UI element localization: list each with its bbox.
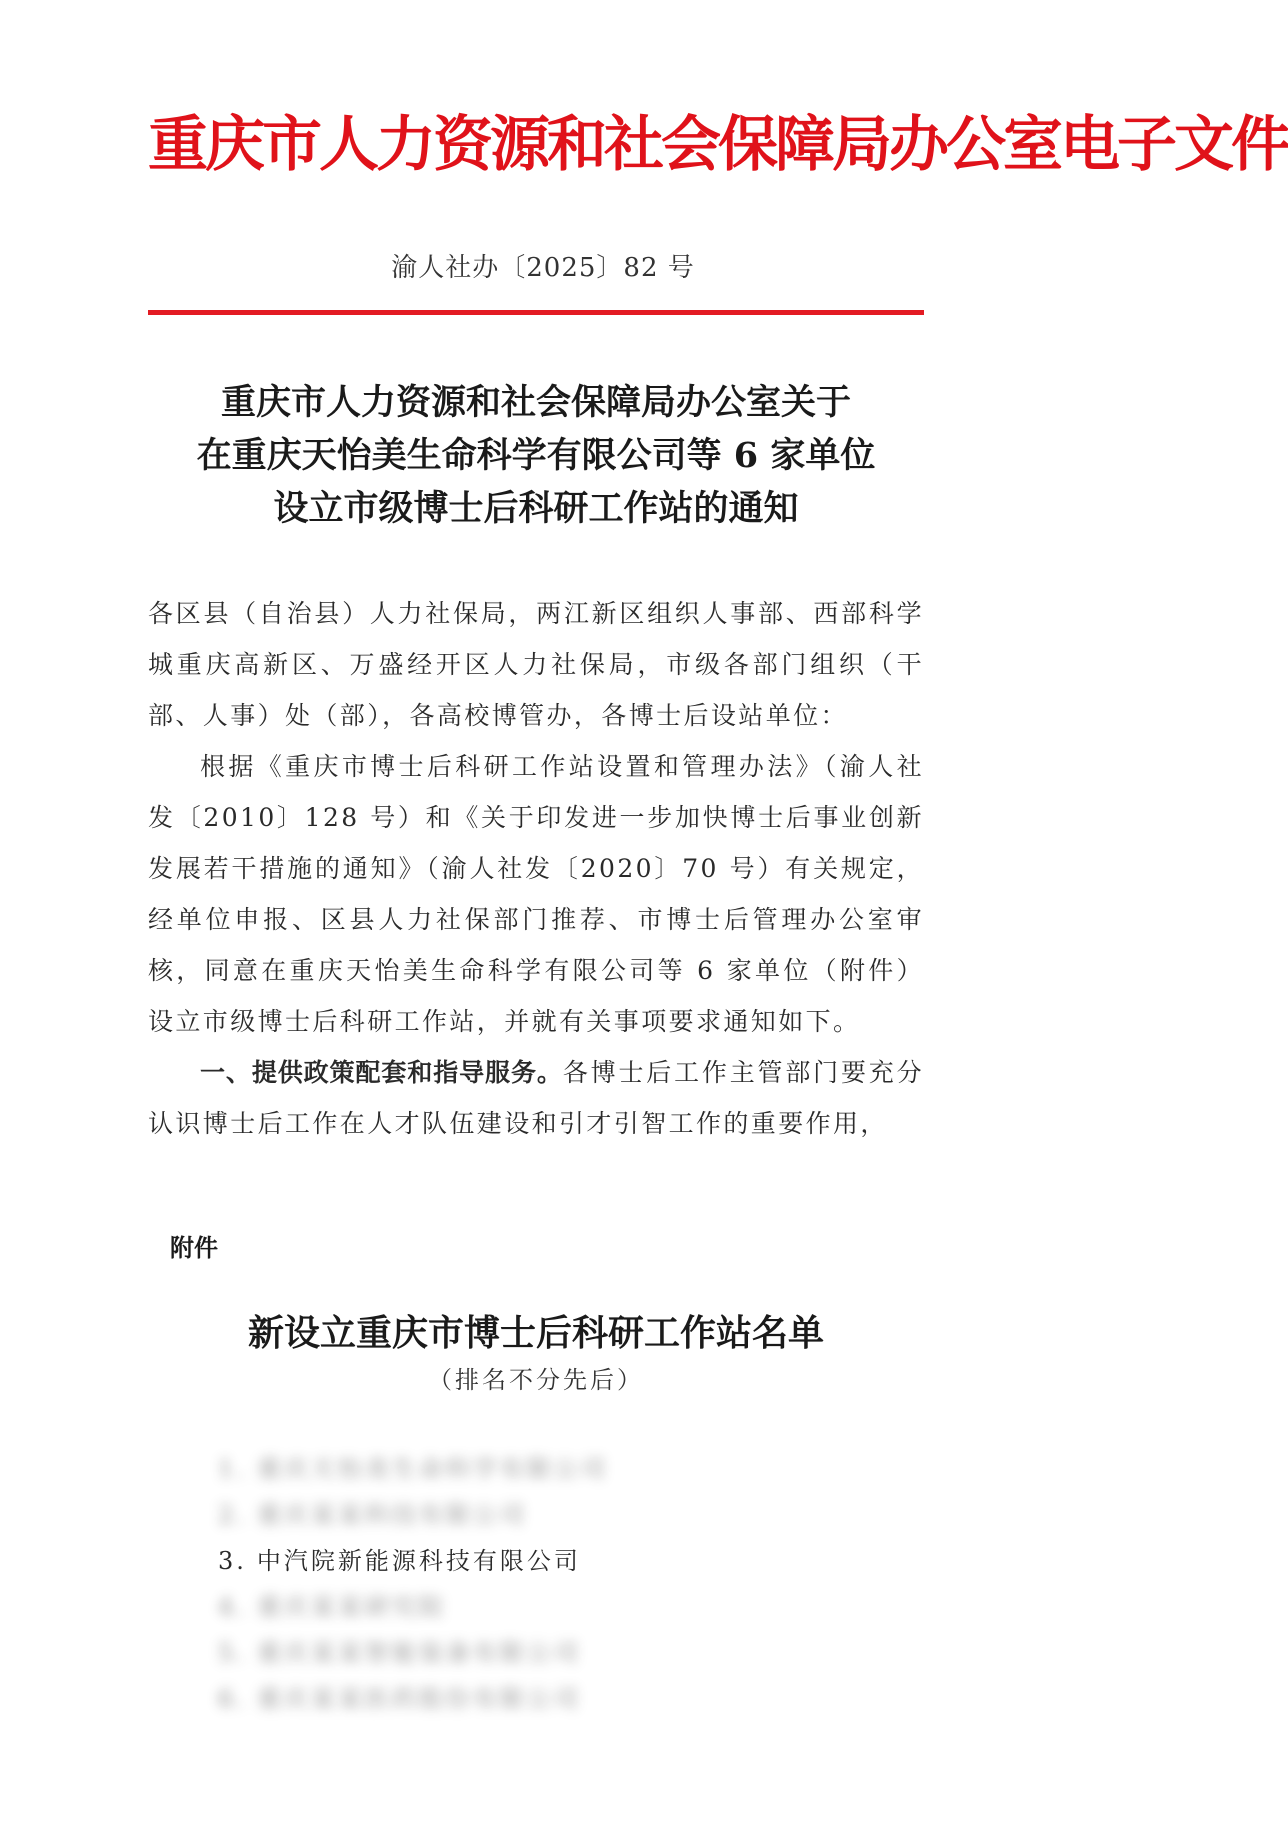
- list-item-name: 重庆天怡美生命科学有限公司: [256, 1455, 608, 1483]
- station-list: [218, 1446, 918, 1722]
- notice-title-line-1: 重庆市人力资源和社会保障局办公室关于: [220, 382, 851, 423]
- list-item-number: 5.: [218, 1639, 247, 1667]
- list-item: [218, 1630, 918, 1676]
- list-item: [218, 1492, 918, 1538]
- document-number: 渝人社办〔2025〕82 号: [391, 253, 695, 283]
- attachment-subtitle: （排名不分先后）: [428, 1366, 644, 1394]
- list-item: [218, 1538, 918, 1584]
- masthead: 重庆市人力资源和社会保障局办公室电子文件: [148, 110, 1288, 180]
- section-1-text: 各博士后工作主管部门要充分认识博士后工作在人才队伍建设和引才引智工作的重要作用，: [148, 1058, 924, 1138]
- list-item-name: 重庆某某研究院: [256, 1593, 446, 1621]
- notice-title-line-2: 在重庆天怡美生命科学有限公司等 6 家单位: [196, 435, 876, 476]
- basis-paragraph: 根据《重庆市博士后科研工作站设置和管理办法》（渝人社发〔2010〕128 号）和《关于印发进一步加快博士后事业创新发展若干措施的通知》（渝人社发〔2020〕70 号）有关规定，经单位申报、区县人力社保部门推荐、市博士后管理办公室审核，同意在重庆天怡美生命科学有限公司等 6 家单位（附件）设立市级博士后科研工作站，并就有关事项要求通知如下。: [148, 752, 924, 1036]
- attachment-label: 附件: [170, 1234, 218, 1262]
- notice-title: [148, 376, 924, 535]
- list-item-name: 重庆某某科技有限公司: [256, 1501, 527, 1529]
- section-1-paragraph: [148, 1047, 924, 1149]
- list-item-number: 2.: [218, 1501, 247, 1529]
- attachment-title: 新设立重庆市博士后科研工作站名单: [247, 1312, 824, 1354]
- list-item-name: 重庆某某医药股份有限公司: [256, 1685, 581, 1713]
- section-1-heading: 一、提供政策配套和指导服务。: [200, 1058, 563, 1087]
- notice-body: [148, 588, 924, 1149]
- list-item: [218, 1446, 918, 1492]
- addressees-paragraph: 各区县（自治县）人力社保局，两江新区组织人事部、西部科学城重庆高新区、万盛经开区人力社保局，市级各部门组织（干部、人事）处（部），各高校博管办，各博士后设站单位：: [148, 599, 924, 730]
- notice-title-line-3: 设立市级博士后科研工作站的通知: [273, 488, 799, 529]
- list-item-name: 重庆某某智能装备有限公司: [256, 1639, 581, 1667]
- list-item-name: 中汽院新能源科技有限公司: [256, 1547, 581, 1575]
- list-item-number: 4.: [218, 1593, 247, 1621]
- list-item-number: 1.: [218, 1455, 247, 1483]
- red-divider-line: [148, 310, 924, 315]
- list-item: [218, 1676, 918, 1722]
- list-item-number: 3.: [218, 1547, 247, 1575]
- list-item-number: 6.: [218, 1685, 247, 1713]
- list-item: [218, 1584, 918, 1630]
